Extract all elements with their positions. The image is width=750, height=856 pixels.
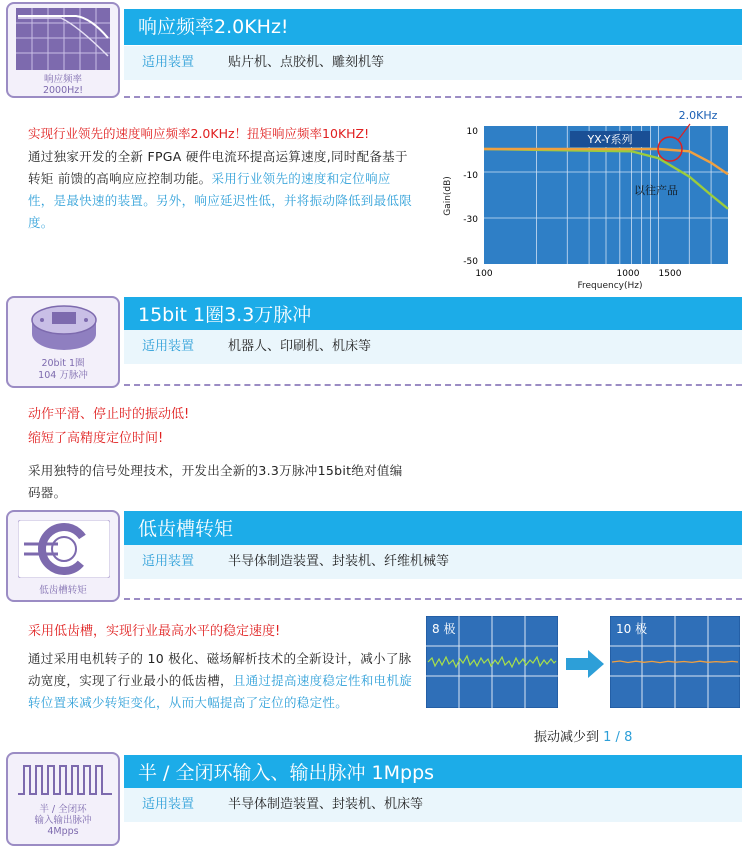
waveform-panel-10-pole <box>610 616 740 708</box>
headline: 动作平滑、停止时的振动低! <box>28 407 190 422</box>
icon-label: 低齿槽转矩 <box>39 585 87 596</box>
vibration-caption <box>534 726 632 745</box>
caption-value: 1 / 8 <box>603 730 633 745</box>
ytick: -50 <box>463 257 478 267</box>
series-label-old: 以往产品 <box>634 184 678 197</box>
divider <box>124 598 742 600</box>
description <box>28 648 412 714</box>
frequency-curve-icon <box>16 8 110 70</box>
response-frequency-icon-box <box>6 2 120 98</box>
description-text: 通过独家开发的全新 FPGA 硬件电流环提高运算速度,同时配备基于转矩 前馈的高响应应控制功能。 <box>28 149 408 186</box>
applic-value: 半导体制造装置、封装机、机床等 <box>228 797 424 812</box>
caption-prefix: 振动减少到 <box>534 730 600 745</box>
xtick: 1000 <box>616 269 640 279</box>
icon-label: 半 / 全闭环 <box>39 804 87 815</box>
icon-label: 20bit 1圈 <box>41 358 85 369</box>
waveform-panel-8-pole <box>426 616 558 708</box>
cogging-torque-icon <box>18 520 110 578</box>
applicable-devices <box>124 46 742 80</box>
applicable-devices <box>124 330 742 364</box>
applic-value: 机器人、印刷机、机床等 <box>228 339 372 354</box>
encoder-icon-box <box>6 296 120 388</box>
description <box>28 146 414 234</box>
icon-label: 输入输出脉冲 <box>34 815 92 826</box>
annotation-2khz: 2.0KHz <box>678 109 718 122</box>
y-axis-label: Gain(dB) <box>443 176 453 216</box>
xtick: 100 <box>475 269 493 279</box>
description-text: 通过采用电机转子的 10 极化、磁场解析技术的全新设计，减小了脉动宽度，实现了行业最小的低齿槽， <box>28 651 412 688</box>
panel-label: 10 极 <box>616 622 648 636</box>
icon-label: 2000Hz! <box>42 85 84 96</box>
headline: 采用低齿槽，实现行业最高水平的稳定速度! <box>28 624 281 639</box>
section-title: 半 / 全闭环输入、输出脉冲 1Mpps <box>124 755 742 791</box>
pulse-io-icon-box <box>6 752 120 846</box>
description-highlight: 且通过提高速度稳定性和电机旋转位置来减少转矩变化，从而大幅提高了定位的稳定性。 <box>28 673 413 710</box>
xtick: 1500 <box>658 269 682 279</box>
ytick: -10 <box>463 171 478 181</box>
icon-label: 4Mpps <box>47 826 79 837</box>
applic-key: 适用装置 <box>142 339 195 354</box>
divider <box>124 96 742 98</box>
x-axis-label: Frequency(Hz) <box>577 281 643 291</box>
icon-label: 104 万脉冲 <box>38 370 88 381</box>
headline: 缩短了高精度定位时间! <box>28 431 164 446</box>
section-title: 响应频率2.0KHz! <box>124 9 742 45</box>
encoder-icon <box>28 302 100 354</box>
panel-label: 8 极 <box>432 622 456 636</box>
bode-chart <box>438 104 738 294</box>
applicable-devices <box>124 788 742 822</box>
icon-label: 响应频率 <box>43 74 82 85</box>
cogging-torque-icon-box <box>6 510 120 602</box>
applic-value: 半导体制造装置、封装机、纤维机械等 <box>228 554 450 569</box>
headline: 实现行业领先的速度响应频率2.0KHz！扭矩响应频率10KHZ! <box>28 126 370 141</box>
pulse-train-icon <box>18 760 112 800</box>
applic-key: 适用装置 <box>142 554 195 569</box>
applic-key: 适用装置 <box>142 797 195 812</box>
applic-value: 贴片机、点胶机、雕刻机等 <box>228 55 385 70</box>
description: 采用独特的信号处理技术，开发出全新的3.3万脉冲15bit绝对值编码器。 <box>28 463 403 500</box>
ytick: -30 <box>463 215 478 225</box>
section-title: 15bit 1圈3.3万脉冲 <box>124 297 742 333</box>
description-highlight: 采用行业领先的速度和定位响应性，是最快速的装置。另外，响应延迟性低，并将振动降低到最低限度。 <box>28 171 413 230</box>
applicable-devices <box>124 545 742 579</box>
bode-chart-svg <box>438 104 738 294</box>
section-title: 低齿槽转矩 <box>124 511 742 547</box>
applic-key: 适用装置 <box>142 55 195 70</box>
ytick: 10 <box>466 127 478 137</box>
arrow-right-icon <box>566 648 604 680</box>
divider <box>124 384 742 386</box>
series-label-yx: YX-Y系列 <box>587 133 633 146</box>
